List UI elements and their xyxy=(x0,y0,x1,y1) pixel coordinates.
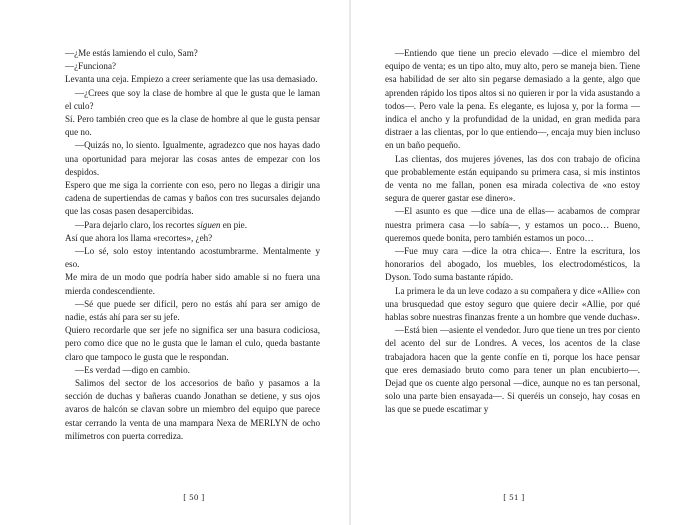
paragraph: —Fue muy cara —dice la otra chica—. Entre la escritura, los honorarios del abogado, los muebles, los electrodomésticos, la Dyson. Todo suma bastante rápido. xyxy=(385,246,640,283)
paragraph: Salimos del sector de los accesorios de baño y pasamos a la sección de duchas y bañeras cuando Jonathan se detiene, y sus ojos avaros de halcón se clavan sobre un miembro del equipo que parece estar cerrando la venta de una mampara Nexa de MERLYN de ocho milímetros con puerta corrediza. xyxy=(65,378,320,441)
paragraph: —El asunto es que —dice una de ellas— acabamos de comprar nuestra primera casa —lo sabía—, y estamos un poco… Bueno, queremos quede bonita, pero también estamos un poco… xyxy=(385,206,640,243)
paragraph: —Lo sé, solo estoy intentando acostumbrarme. Mentalmente y eso. xyxy=(65,246,320,270)
left-page xyxy=(0,0,349,525)
paragraph-with-italic: —Para dejarlo claro, los recortes siguen en pie. xyxy=(75,219,247,230)
page-number: [ 51 ] xyxy=(503,492,525,502)
paragraph: —¿Funciona? xyxy=(65,61,117,72)
paragraph: —Está bien —asiente el vendedor. Juro que tiene un tres por ciento del acento del sur de Londres. A veces, los acentos de la clase trabajadora hacen que la gente confíe en ti, porque los hace pensar que eres demasiado bruto como para tener un plan encubierto—. Dejad que os cuente algo personal —dice, aunque no es tan personal, solo una parte bien ensayada—. Si queréis un consejo, hay cosas en las que se puede escatimar y xyxy=(385,325,640,415)
paragraph: Quiero recordarle que ser jefe no significa ser una basura codiciosa, pero como dice que no le gusta que le laman el culo, queda bastante claro que tampoco le gusta que le respondan. xyxy=(65,325,320,362)
paragraph: Me mira de un modo que podría haber sido amable si no fuera una mierda condescendiente. xyxy=(65,272,320,296)
paragraph: Levanta una ceja. Empiezo a creer seriamente que las usa demasiado. xyxy=(65,74,318,85)
paragraph: Espero que me siga la corriente con eso, pero no llegas a dirigir una cadena de supertiendas de camas y baños con tres sucursales dejando que las cosas pasen desapercibidas. xyxy=(65,180,320,217)
paragraph: —Sé que puede ser difícil, pero no estás ahí para ser amigo de nadie, estás ahí para ser su jefe. xyxy=(65,298,320,323)
paragraph: —¿Crees que soy la clase de hombre al que le gusta que le laman el culo? xyxy=(65,87,320,111)
left-page-text xyxy=(65,47,320,443)
paragraph: —Quizás no, lo siento. Igualmente, agradezco que nos hayas dado una oportunidad para mejorar las cosas antes de empezar con los despidos. xyxy=(65,140,320,177)
right-page-text xyxy=(385,47,640,417)
paragraph: —Entiendo que tiene un precio elevado —dice el miembro del equipo de venta; es un tipo alto, muy alto, pero se maneja bien. Tiene esa habilidad de ser alto sin pegarse demasiado a la gente, algo que aprenden rápido los tipos altos si no quieren ir por la vida asustando a todos—. Pero vale la pena. Es elegante, es lujosa y, por la forma —indica el ancho y la profundidad de la unidad, en gran medida para distraer a las clientas, por lo que entiendo—, encaja muy bien incluso en un baño pequeño. xyxy=(385,48,640,151)
paragraph: Así que ahora los llama «recortes», ¿eh? xyxy=(65,232,213,243)
paragraph: —Es verdad —digo en cambio. xyxy=(75,364,190,375)
paragraph: Sí. Pero también creo que es la clase de hombre al que le gusta pensar que no. xyxy=(65,114,320,138)
paragraph: Las clientas, dos mujeres jóvenes, las dos con trabajo de oficina que probablemente están equipando su primera casa, si mis instintos de venta no me fallan, ponen esa mirada colectiva de «no estoy segura de querer gastar ese dinero». xyxy=(385,153,640,204)
right-page xyxy=(351,0,700,525)
paragraph: —¿Me estás lamiendo el culo, Sam? xyxy=(65,48,198,58)
page-number: [ 50 ] xyxy=(183,492,205,502)
paragraph: La primera le da un leve codazo a su compañera y dice «Allie» con una brusquedad que estoy seguro que quiere decir «Allie, por qué hablas sobre nuestras finanzas frente a un hombre que vende duchas». xyxy=(385,285,640,323)
